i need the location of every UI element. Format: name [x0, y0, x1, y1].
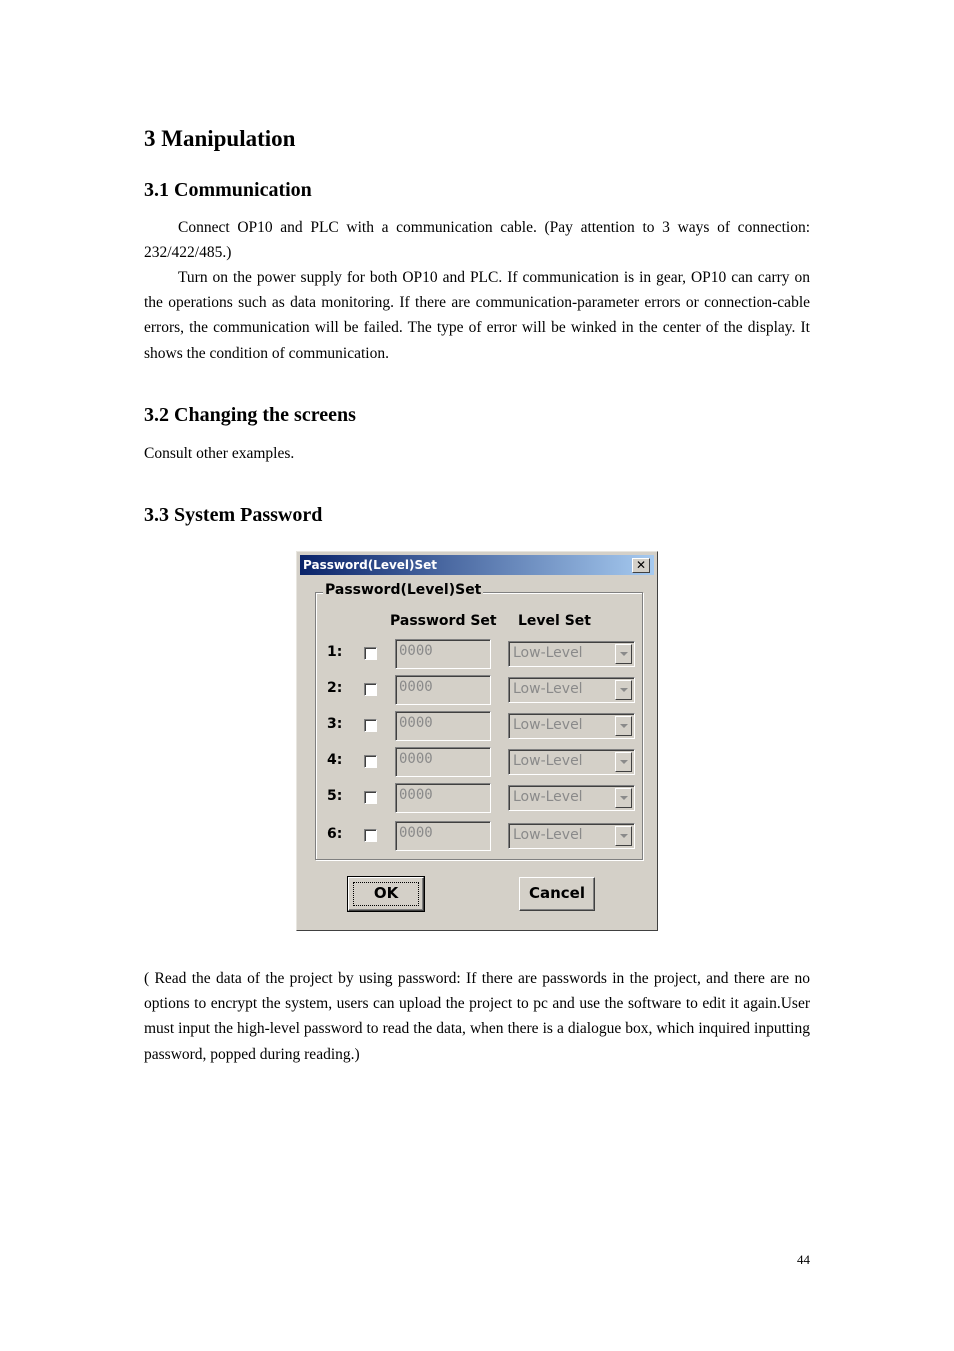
close-button[interactable] — [632, 558, 650, 573]
password-level-dialog — [296, 551, 658, 931]
password-field-4[interactable]: 0000 — [395, 747, 491, 777]
row-enable-checkbox-2[interactable] — [364, 683, 377, 696]
level-select-3[interactable] — [508, 713, 635, 739]
dialog-titlebar[interactable] — [300, 555, 654, 575]
row-number: 5: — [327, 788, 343, 804]
level-select-value: Low-Level — [513, 717, 583, 733]
close-icon: ✕ — [635, 558, 647, 572]
password-field-6[interactable]: 0000 — [395, 821, 491, 851]
level-select-2[interactable] — [508, 677, 635, 703]
password-field-1[interactable]: 0000 — [395, 639, 491, 669]
password-row-5 — [316, 783, 644, 813]
password-row-3 — [316, 711, 644, 741]
section-heading-changing-screens: 3.2 Changing the screens — [144, 404, 356, 426]
groupbox-label: Password(Level)Set — [325, 582, 482, 598]
cancel-button[interactable] — [519, 877, 595, 911]
password-field-3[interactable]: 0000 — [395, 711, 491, 741]
level-select-1[interactable] — [508, 641, 635, 667]
row-number: 1: — [327, 644, 343, 660]
row-number: 3: — [327, 716, 343, 732]
row-enable-checkbox-4[interactable] — [364, 755, 377, 768]
password-row-2 — [316, 675, 644, 705]
row-number: 2: — [327, 680, 343, 696]
focus-rectangle — [353, 882, 419, 906]
level-select-value: Low-Level — [513, 753, 583, 769]
row-enable-checkbox-5[interactable] — [364, 791, 377, 804]
row-enable-checkbox-1[interactable] — [364, 647, 377, 660]
password-field-5[interactable]: 0000 — [395, 783, 491, 813]
password-groupbox — [315, 582, 643, 860]
chevron-down-icon[interactable] — [615, 680, 632, 700]
row-enable-checkbox-3[interactable] — [364, 719, 377, 732]
level-select-5[interactable] — [508, 785, 635, 811]
chevron-down-icon[interactable] — [615, 716, 632, 736]
chevron-down-icon[interactable] — [615, 644, 632, 664]
row-number: 4: — [327, 752, 343, 768]
cancel-button-label: Cancel — [528, 884, 585, 902]
level-select-4[interactable] — [508, 749, 635, 775]
dialog-title: Password(Level)Set — [303, 558, 438, 572]
column-header-password: Password Set — [390, 613, 497, 629]
password-row-6 — [316, 821, 644, 851]
level-select-6[interactable] — [508, 823, 635, 849]
section-heading-communication: 3.1 Communication — [144, 179, 312, 201]
level-select-value: Low-Level — [513, 827, 583, 843]
paragraph-changing-screens: Consult other examples. — [144, 445, 295, 462]
ok-button[interactable] — [348, 877, 424, 911]
section-heading-system-password: 3.3 System Password — [144, 504, 323, 526]
column-header-level: Level Set — [518, 613, 591, 629]
level-select-value: Low-Level — [513, 645, 583, 661]
ok-button-label: OK — [373, 884, 399, 902]
page-number: 44 — [797, 1252, 810, 1267]
row-number: 6: — [327, 826, 343, 842]
paragraph-communication-1: Connect OP10 and PLC with a communication cable. (Pay attention to 3 ways of connection: 232/422/485.) — [144, 219, 810, 262]
level-select-value: Low-Level — [513, 681, 583, 697]
password-row-1 — [316, 639, 644, 669]
chevron-down-icon[interactable] — [615, 752, 632, 772]
chapter-heading: 3 Manipulation — [144, 126, 296, 151]
password-field-2[interactable]: 0000 — [395, 675, 491, 705]
row-enable-checkbox-6[interactable] — [364, 829, 377, 842]
paragraph-system-password: ( Read the data of the project by using password: If there are passwords in the project, and there are no options to encrypt the system, users can upload the project to pc and use the software to edit it again.User must input the high-level password to read the data, when there is a dialogue box, which inquired inputting password, popped during reading.) — [144, 970, 810, 1063]
password-row-4 — [316, 747, 644, 777]
paragraph-communication-2: Turn on the power supply for both OP10 and PLC. If communication is in gear, OP10 can carry on the operations such as data monitoring. If there are communication-parameter errors or connection-cable errors, the communication will be failed. The type of error will be winked in the center of the display. It shows the condition of communication. — [144, 269, 810, 362]
level-select-value: Low-Level — [513, 789, 583, 805]
chevron-down-icon[interactable] — [615, 788, 632, 808]
chevron-down-icon[interactable] — [615, 826, 632, 846]
